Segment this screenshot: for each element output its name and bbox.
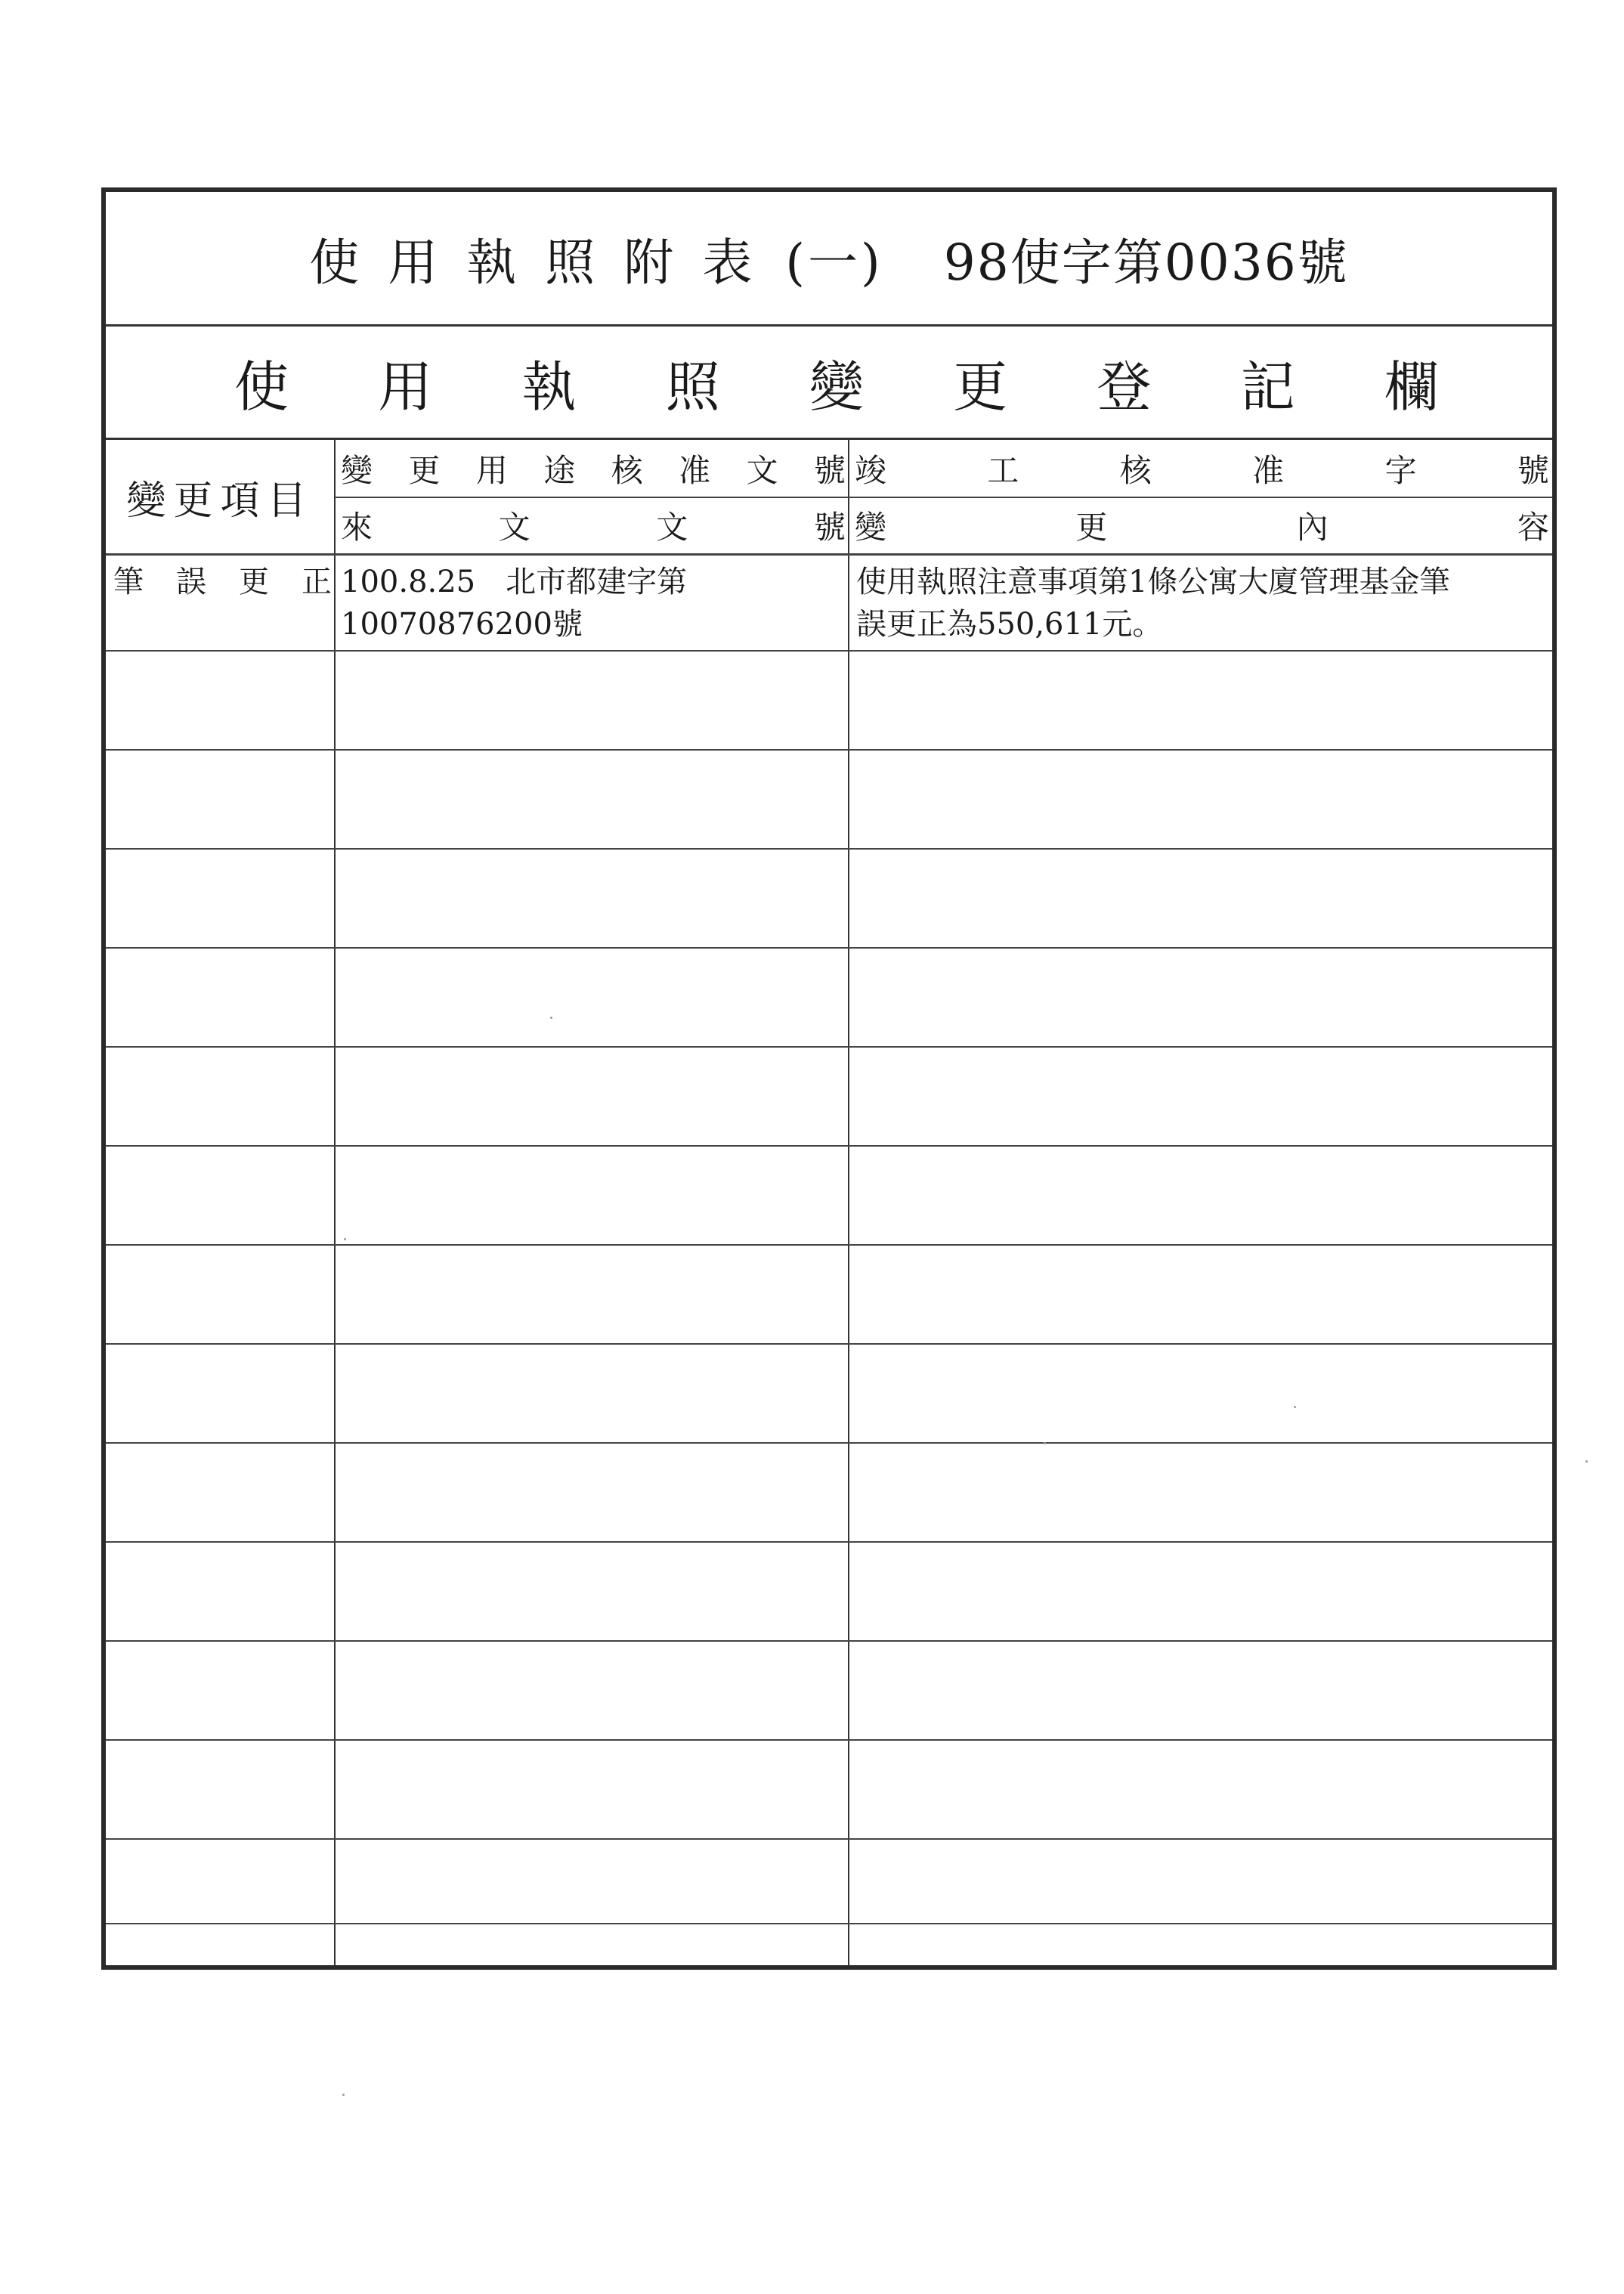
form-title — [106, 192, 1552, 327]
column-divider — [334, 440, 336, 1965]
change-register-table — [101, 187, 1557, 1970]
row-separator — [106, 947, 1552, 949]
row-separator — [106, 1838, 1552, 1840]
row-separator — [106, 1541, 1552, 1543]
header-approval-doc: 變 更 用 途 核 准 文 號 — [341, 452, 846, 489]
row-separator — [106, 1739, 1552, 1741]
row-separator — [106, 749, 1552, 751]
license-number: 98使字第0036號 — [943, 234, 1349, 292]
row-doc-cell: 100.8.25 北市都建字第 10070876200號 — [341, 565, 688, 642]
row-separator — [106, 1343, 1552, 1345]
row-separator — [106, 1640, 1552, 1642]
row-separator — [106, 1923, 1552, 1924]
scan-speck — [342, 2094, 345, 2096]
row-separator — [106, 650, 1552, 652]
header-change-content: 變 更 內 容 — [855, 509, 1549, 546]
row-separator — [106, 1145, 1552, 1147]
scan-speck — [1585, 1460, 1588, 1463]
header-bottom-line — [106, 553, 1552, 556]
form-title-paren: (一) — [785, 234, 883, 292]
scan-speck — [550, 1017, 552, 1019]
row-separator — [106, 1244, 1552, 1246]
row-separator — [106, 1046, 1552, 1048]
header-change-item: 變更項目 — [126, 478, 314, 524]
row-item-cell: 筆 誤 更 正 — [113, 565, 332, 599]
scan-speck — [1044, 1442, 1046, 1444]
header-incoming-doc: 來 文 文 號 — [341, 509, 846, 546]
scan-speck — [344, 1238, 346, 1240]
column-divider — [848, 440, 849, 1965]
row-separator — [106, 848, 1552, 850]
row-content-cell: 使用執照注意事項第1條公寓大廈管理基金筆 誤更正為550,611元。 — [856, 565, 1450, 642]
form-subtitle: 使 用 執 照 變 更 登 記 欄 — [106, 327, 1552, 440]
form-title-main: 使用執照附表 — [309, 234, 781, 292]
header-completion-no: 竣 工 核 准 字 號 — [855, 452, 1549, 489]
scan-speck — [1294, 1406, 1296, 1408]
row-separator — [106, 1442, 1552, 1444]
